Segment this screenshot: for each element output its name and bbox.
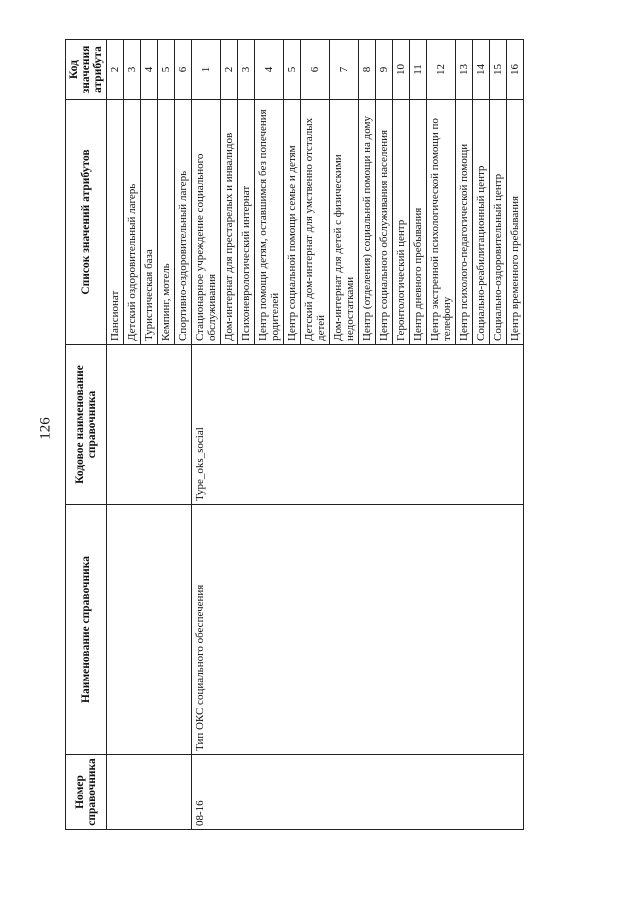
attribute-code: 10 — [393, 40, 410, 100]
attribute-code: 4 — [255, 40, 284, 100]
attribute-code: 5 — [158, 40, 175, 100]
attribute-code: 6 — [301, 40, 330, 100]
attribute-code: 3 — [238, 40, 255, 100]
attribute-value: Дом-интернат для детей с физическими недостатками — [330, 100, 359, 345]
continued-number-cell — [107, 755, 192, 830]
header-name: Наименование справочника — [66, 505, 107, 755]
table-row — [107, 40, 124, 830]
attribute-code: 1 — [192, 40, 221, 100]
attribute-value: Пансионат — [107, 100, 124, 345]
attribute-value: Спортивно-оздоровительный лагерь — [175, 100, 192, 345]
attribute-code: 15 — [490, 40, 507, 100]
attribute-code: 9 — [376, 40, 393, 100]
attribute-value: Дом-интернат для престарелых и инвалидов — [221, 100, 238, 345]
attribute-value: Центр социального обслуживания населения — [376, 100, 393, 345]
dictionary-name: Тип ОКС социального обеспечения — [192, 505, 524, 755]
header-code-name: Кодовое наименование справочника — [66, 345, 107, 505]
attribute-value: Центр дневного пребывания — [410, 100, 427, 345]
header-row — [66, 40, 107, 830]
attribute-code: 13 — [456, 40, 473, 100]
dictionary-number: 08-16 — [192, 755, 524, 830]
attribute-code: 6 — [175, 40, 192, 100]
attribute-code: 2 — [107, 40, 124, 100]
attribute-code: 12 — [427, 40, 456, 100]
continued-name-cell — [107, 505, 192, 755]
attribute-value: Социально-оздоровительный центр — [490, 100, 507, 345]
header-value-code: Код значения атрибута — [66, 40, 107, 100]
attribute-value: Стационарное учреждение социального обслуживания — [192, 100, 221, 345]
continued-code-name-cell — [107, 345, 192, 505]
header-values-list: Список значений атрибутов — [66, 100, 107, 345]
attribute-value: Геронтологический центр — [393, 100, 410, 345]
attribute-value: Детский оздоровительный лагерь — [124, 100, 141, 345]
attribute-code: 14 — [473, 40, 490, 100]
table-row — [192, 40, 221, 830]
rotated-page — [65, 40, 595, 830]
dictionary-code-name: Type_oks_social — [192, 345, 524, 505]
attribute-value: Детский дом-интернат для умственно отсталых детей — [301, 100, 330, 345]
attribute-value: Центр временного пребывания — [507, 100, 524, 345]
attribute-value: Центр социальной помощи семье и детям — [284, 100, 301, 345]
attribute-value: Психоневрологический интернат — [238, 100, 255, 345]
attribute-value: Центр (отделения) социальной помощи на дому — [359, 100, 376, 345]
attribute-code: 5 — [284, 40, 301, 100]
attribute-value: Социально-реабилитационный центр — [473, 100, 490, 345]
attribute-code: 3 — [124, 40, 141, 100]
attribute-code: 16 — [507, 40, 524, 100]
attribute-value: Туристическая база — [141, 100, 158, 345]
attribute-code: 4 — [141, 40, 158, 100]
header-number: Номер справочника — [66, 755, 107, 830]
attribute-value: Центр экстренной психологической помощи по телефону — [427, 100, 456, 345]
attribute-code: 8 — [359, 40, 376, 100]
attribute-value: Центр психолого-педагогической помощи — [456, 100, 473, 345]
dictionary-table — [65, 39, 524, 830]
attribute-value: Кемпинг, мотель — [158, 100, 175, 345]
attribute-value: Центр помощи детям, оставшимся без попечения родителей — [255, 100, 284, 345]
attribute-code: 7 — [330, 40, 359, 100]
page-number: 126 — [37, 417, 54, 440]
attribute-code: 11 — [410, 40, 427, 100]
attribute-code: 2 — [221, 40, 238, 100]
